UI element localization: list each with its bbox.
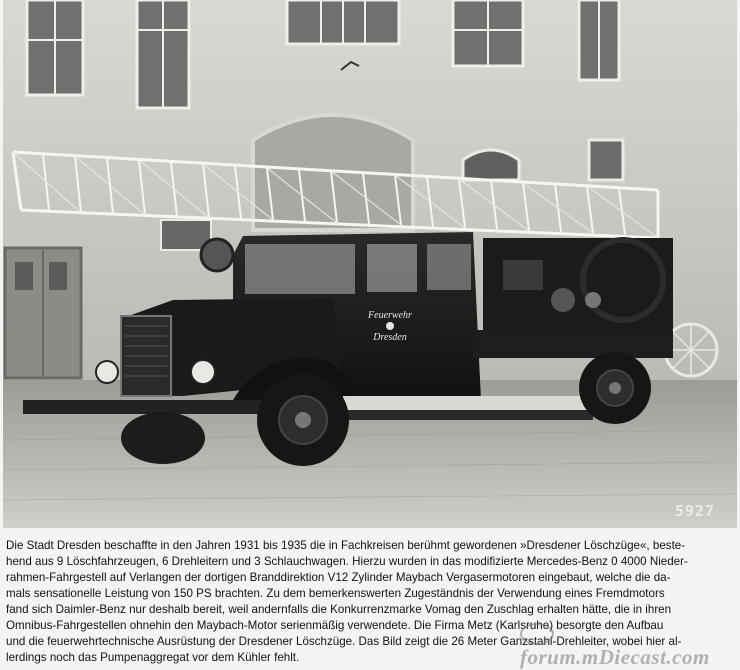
caption-line: Die Stadt Dresden beschaffte in den Jahren 1931 bis 1935 die in Fachkreisen berühmt gewordenen »Dresdener Löschzüge«, beste-	[6, 539, 686, 552]
caption-line: lerdings noch das Pumpenaggregat vor dem Kühler fehlt.	[6, 651, 300, 664]
door-emblem-line1: Feuerwehr	[368, 310, 412, 321]
historical-photo	[3, 0, 737, 528]
door-emblem-line2: Dresden	[373, 332, 407, 343]
photo-caption	[6, 538, 734, 666]
photo-illustration	[3, 0, 737, 528]
searchlight-icon	[201, 239, 233, 271]
caption-line: Omnibus-Fahrgestellen ohnehin den Maybach-Motor serienmäßig verwendete. Die Firma Metz (Karlsruhe) besorgte den Aufbau	[6, 619, 664, 632]
watermark-text: forum.mDiecast.com	[520, 645, 710, 670]
photo-archive-number: 5927	[674, 502, 715, 520]
caption-line: hend aus 9 Löschfahrzeugen, 6 Drehleitern und 3 Schlauchwagen. Hierzu wurden in das modifizierte Mercedes-Benz 0 4000 Nieder-	[6, 555, 688, 568]
caption-line: fand sich Daimler-Benz nur deshalb bereit, weil andernfalls die Konkurrenzmarke Vomag den Zuschlag erhalten hätte, die in ihren	[6, 603, 672, 616]
caption-line: rahmen-Fahrgestell auf Verlangen der dortigen Branddirektion V12 Zylinder Maybach Vergasermotoren eingebaut, welche die da-	[6, 571, 671, 584]
caption-line: und die feuerwehrtechnische Ausrüstung der Dresdener Löschzüge. Das Bild zeigt die 26 Meter Ganzstahl-Drehleiter, wobei hier al-	[6, 635, 682, 648]
headlamp-icon	[96, 361, 118, 383]
caption-line: mals sensationelle Leistung von 150 PS brachten. Zu dem bemerkenswerten Zugeständnis der Verwendung eines Fremdmotors	[6, 587, 665, 600]
